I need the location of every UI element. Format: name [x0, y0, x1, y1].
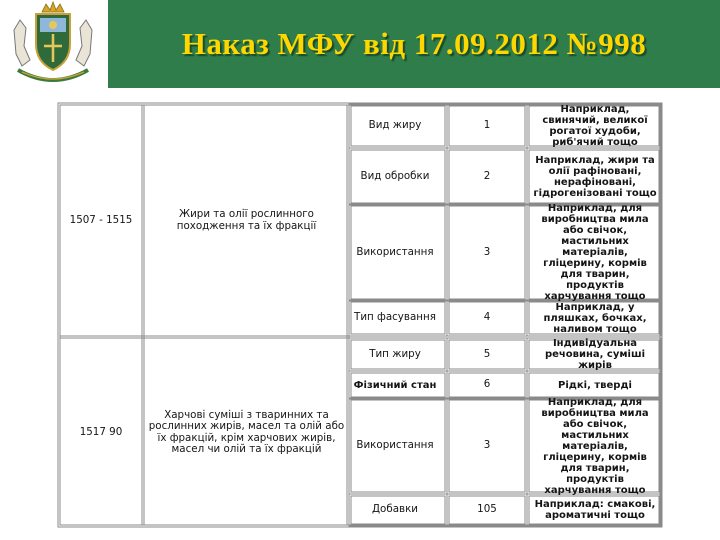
attribute-cell: Тип фасування [354, 311, 436, 324]
number-cell: 3 [483, 439, 491, 452]
attribute-cell: Тип жиру [369, 347, 421, 360]
attribute-cell: Фізичний стан [353, 379, 437, 391]
attribute-cell: Використання [356, 245, 434, 258]
coat-of-arms-icon [0, 0, 106, 88]
attribute-cell: Використання [356, 439, 434, 452]
attribute-cell: Вид обробки [360, 169, 430, 182]
attribute-cell: Добавки [372, 503, 418, 516]
number-cell: 4 [483, 311, 491, 324]
classification-table [55, 100, 665, 530]
number-cell: 6 [483, 378, 491, 391]
example-cell: Наприклад, у пляшках, бочках, наливом тощо [543, 301, 647, 335]
example-cell: Наприклад: смакові, ароматичні тощо [534, 499, 656, 521]
group-code: 1517 90 [79, 425, 123, 438]
title-bar [108, 0, 720, 88]
example-cell: Індивідуальна речовина, суміші жирів [544, 338, 646, 371]
example-cell: Наприклад, для виробництва мила або свічок, мастильних матеріалів, гліцерину, кормів для тварин, продуктів харчування тощо [541, 203, 649, 302]
example-cell: Рідкі, тверді [558, 379, 632, 391]
number-cell: 2 [483, 169, 491, 182]
number-cell: 105 [477, 503, 497, 516]
example-cell: Наприклад, для виробництва мила або свічок, мастильних матеріалів, гліцерину, кормів для тварин, продуктів харчування тощо [541, 396, 649, 496]
example-cell: Наприклад, жири та олії рафіновані, нерафіновані, гідрогенізовані тощо [533, 154, 657, 199]
page-title: Наказ МФУ від 17.09.2012 №998 [181, 26, 647, 61]
number-cell: 3 [483, 245, 491, 258]
group-description: Харчові суміші з тваринних та рослинних жирів, масел та олій або їх фракцій, крім харчових жирів, масел чи олій та їх фракцій [148, 408, 345, 455]
group-description: Жири та олії рослинного походження та їх фракції [176, 208, 317, 232]
example-cell: Наприклад, свинячий, великої рогатої худоби, риб'ячий тощо [542, 104, 648, 148]
header [0, 0, 720, 88]
number-cell: 5 [483, 347, 491, 360]
group-code: 1507 - 1515 [69, 213, 133, 226]
number-cell: 1 [483, 119, 491, 132]
attribute-cell: Вид жиру [368, 119, 422, 132]
